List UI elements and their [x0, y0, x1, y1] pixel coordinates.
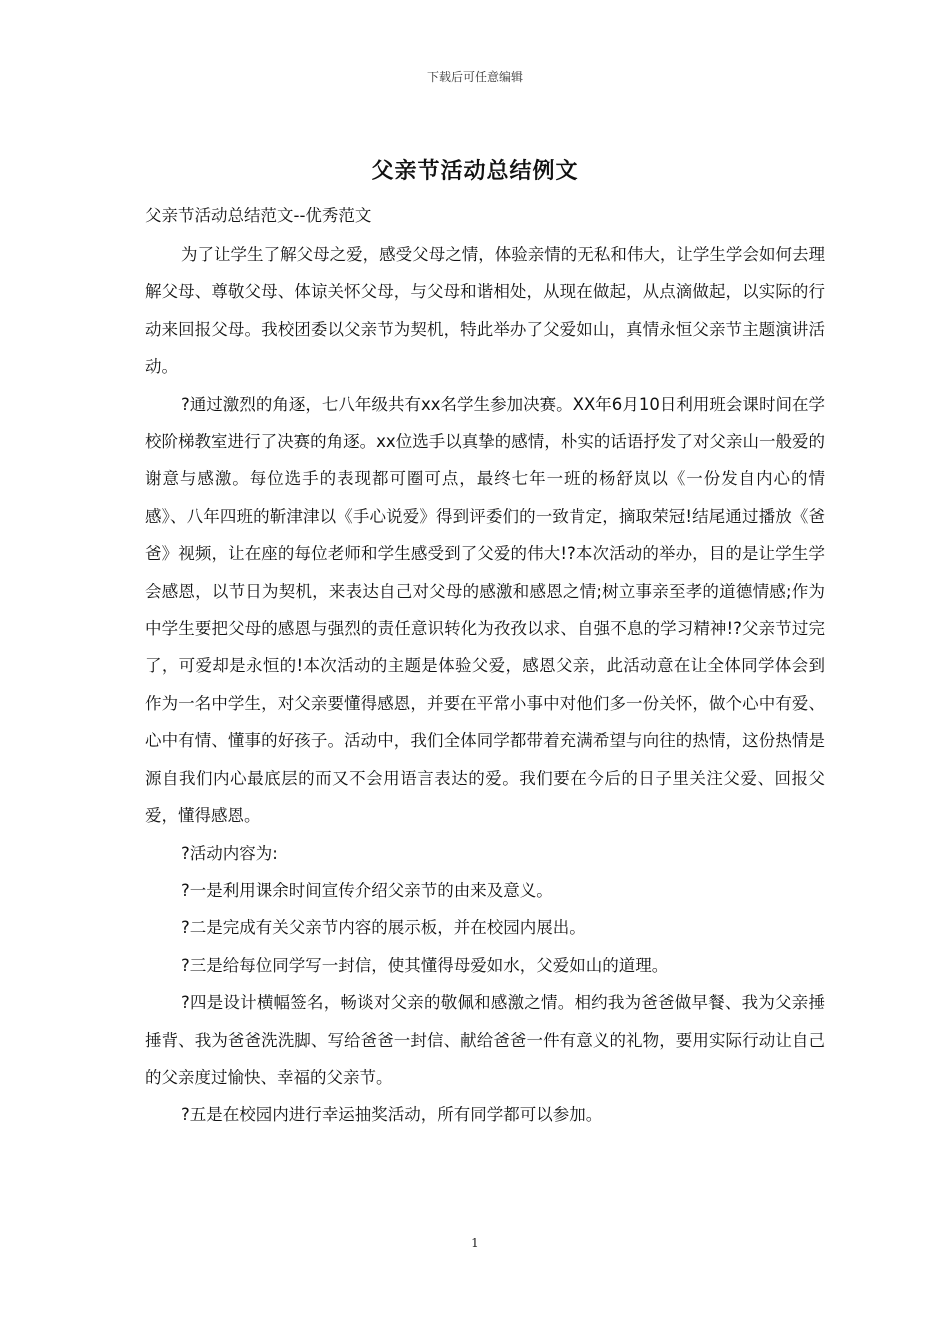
paragraph: ?通过激烈的角逐，七八年级共有xx名学生参加决赛。XX年6月10日利用班会课时间在学校阶梯教室进行了决赛的角逐。xx位选手以真挚的感情，朴实的话语抒发了对父亲山一般爱的谢意与感激。每位选手的表现都可圈可点，最终七年一班的杨舒岚以《一份发自内心的情感》、八年四班的靳津津以《手心说爱》得到评委们的一致肯定，摘取荣冠!结尾通过播放《爸爸》视频，让在座的每位老师和学生感受到了父爱的伟大!?本次活动的举办，目的是让学生学会感恩，以节日为契机，来表达自己对父母的感激和感恩之情;树立事亲至孝的道德情感;作为中学生要把父母的感恩与强烈的责任意识转化为孜孜以求、自强不息的学习精神!?父亲节过完了，可爱却是永恒的!本次活动的主题是体验父爱，感恩父亲，此活动意在让全体同学体会到作为一名中学生，对父亲要懂得感恩，并要在平常小事中对他们多一份关怀，做个心中有爱、心中有情、懂事的好孩子。活动中，我们全体同学都带着充满希望与向往的热情，这份热情是源自我们内心最底层的而又不会用语言表达的爱。我们要在今后的日子里关注父爱、回报父爱，懂得感恩。 — [145, 394, 825, 826]
page-header: 下载后可任意编辑 — [426, 70, 523, 84]
paragraph: 为了让学生了解父母之爱，感受父母之情，体验亲情的无私和伟大，让学生学会如何去理解父母、尊敬父母、体谅关怀父母，与父母和谐相处，从现在做起，从点滴做起，以实际的行动来回报父母。我校团委以父亲节为契机，特此举办了父爱如山，真情永恒父亲节主题演讲活动。 — [145, 245, 825, 377]
document-subtitle: 父亲节活动总结范文--优秀范文 — [145, 206, 372, 225]
paragraph: ?三是给每位同学写一封信，使其懂得母爱如水，父爱如山的道理。 — [181, 955, 669, 975]
paragraph: ?二是完成有关父亲节内容的展示板，并在校园内展出。 — [181, 918, 586, 938]
page-number: 1 — [471, 1236, 479, 1250]
paragraph: ?一是利用课余时间宣传介绍父亲节的由来及意义。 — [181, 880, 553, 900]
paragraph: ?四是设计横幅签名，畅谈对父亲的敬佩和感激之情。相约我为爸爸做早餐、我为父亲捶捶背、我为爸爸洗洗脚、写给爸爸一封信、献给爸爸一件有意义的礼物，要用实际行动让自己的父亲度过愉快、幸福的父亲节。 — [145, 993, 825, 1087]
paragraph: ?五是在校园内进行幸运抽奖活动，所有同学都可以参加。 — [181, 1105, 603, 1125]
document-title: 父亲节活动总结例文 — [371, 159, 579, 184]
paragraph: ?活动内容为: — [181, 843, 278, 863]
document-body — [145, 236, 825, 1134]
